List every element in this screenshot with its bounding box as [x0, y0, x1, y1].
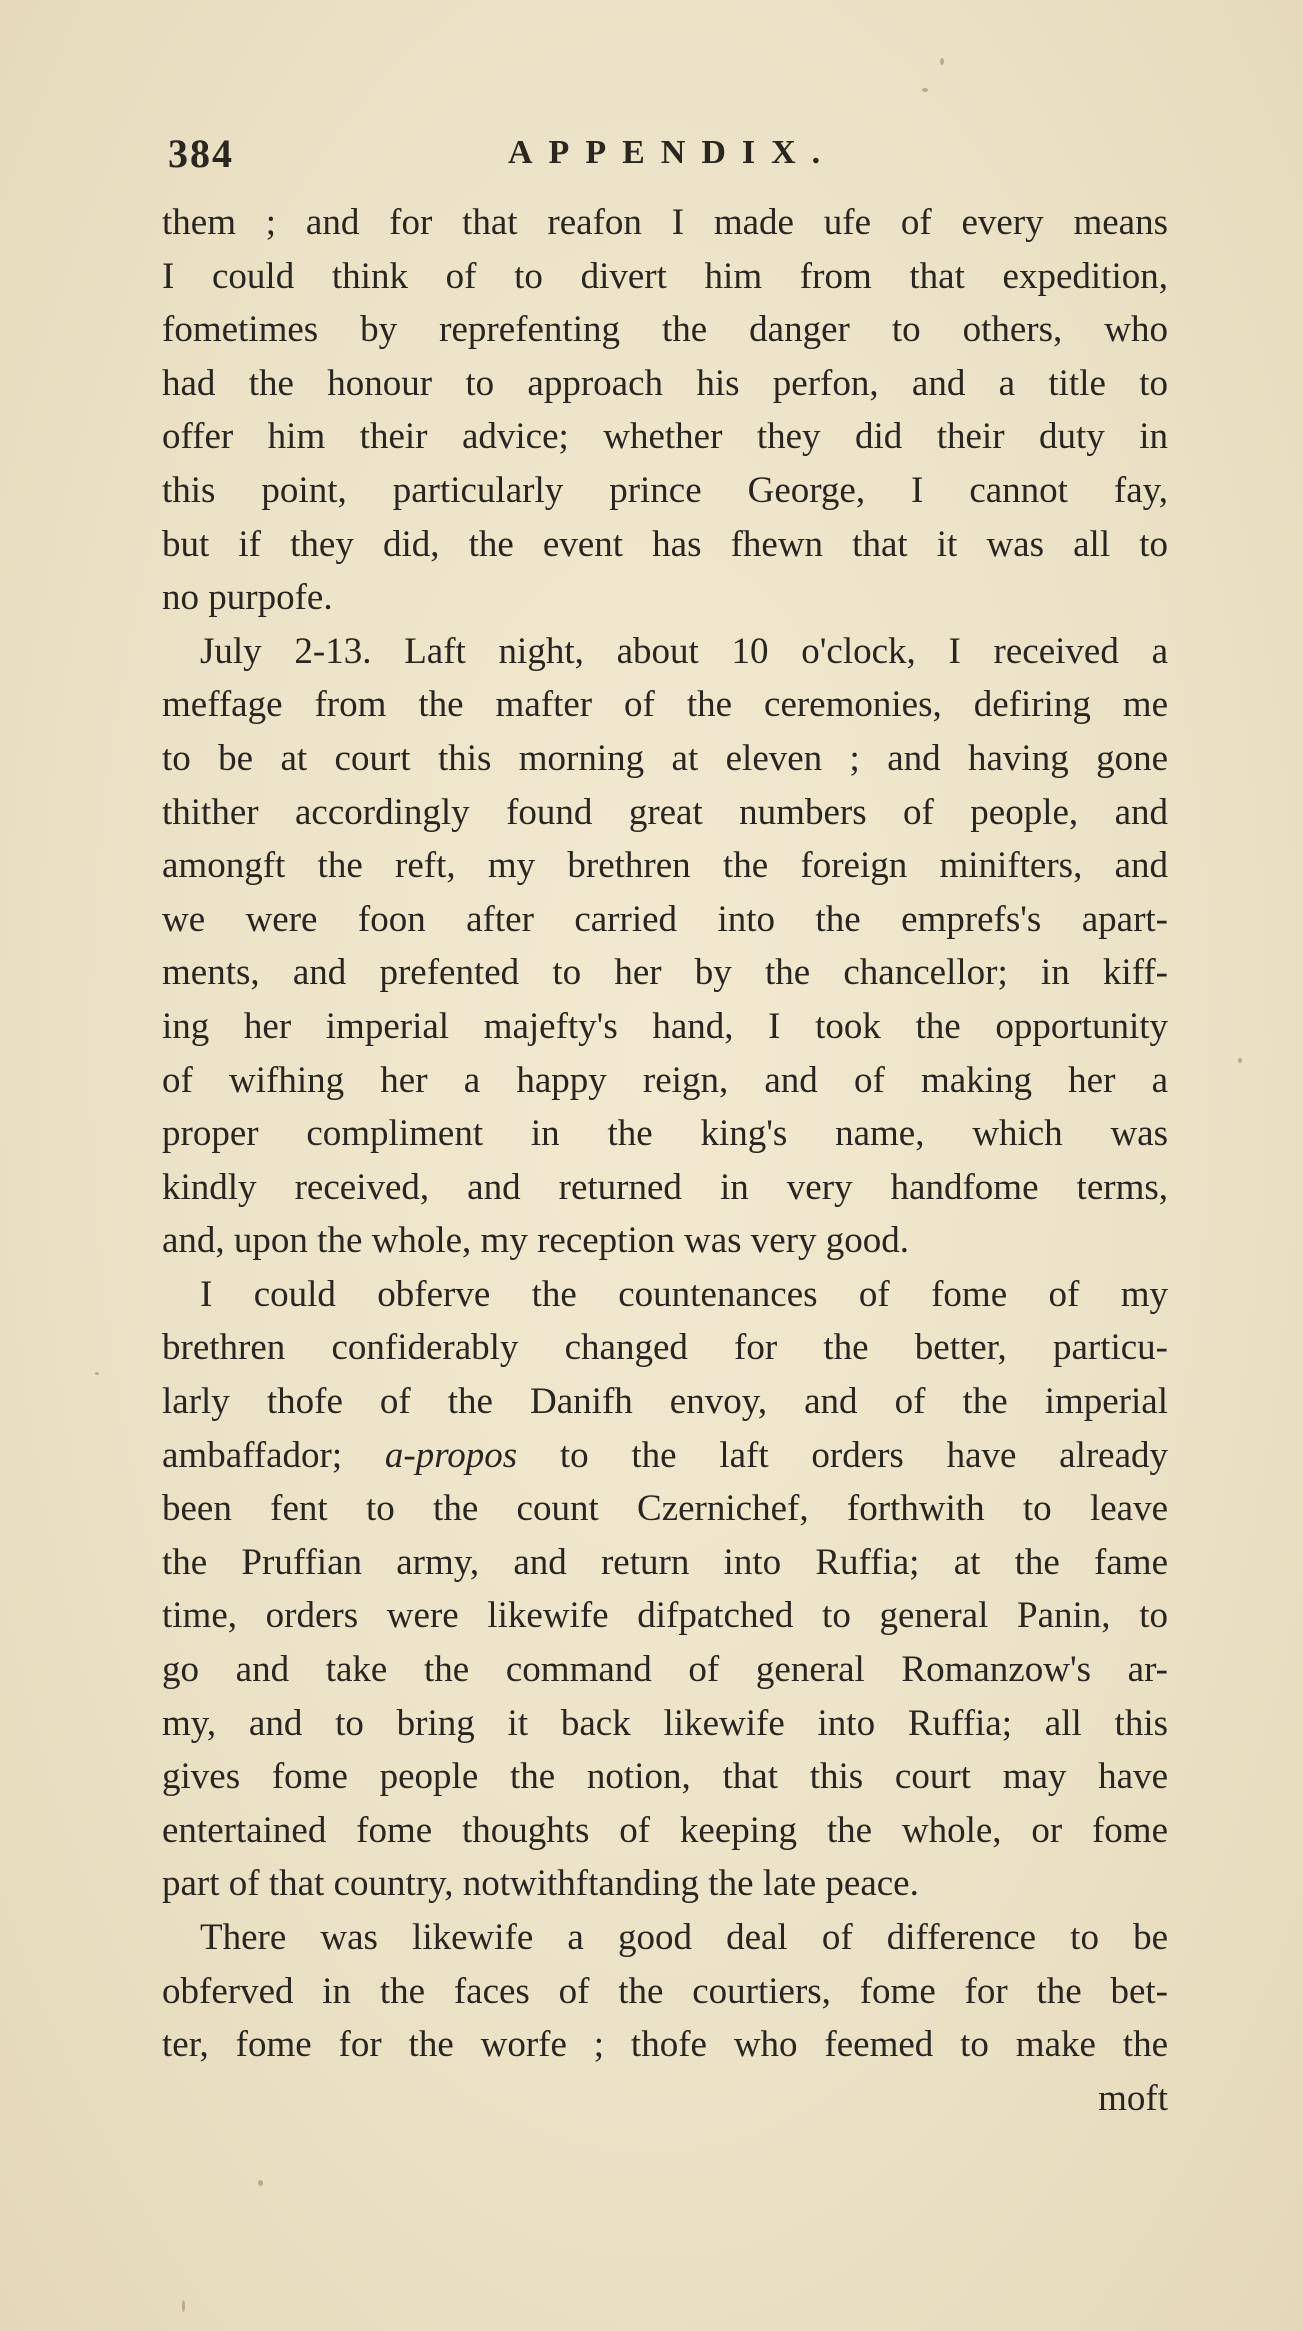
- text-line: I could think of to divert him from that expedition,: [162, 255, 1168, 297]
- text-line: fometimes by reprefenting the danger to others, who: [162, 309, 1168, 351]
- text-line: offer him their advice; whether they did their duty in: [162, 416, 1168, 458]
- body-text: [162, 196, 1168, 2125]
- text-line: this point, particularly prince George, I cannot fay,: [162, 469, 1168, 511]
- catchword: moft: [1098, 2077, 1168, 2119]
- text-line: brethren confiderably changed for the better, particu-: [162, 1327, 1168, 1369]
- text-line: July 2-13. Laft night, about 10 o'clock, I received a: [200, 630, 1168, 672]
- text-line: obferved in the faces of the courtiers, fome for the bet-: [162, 1970, 1168, 2012]
- paragraph-4: [162, 1911, 1168, 2072]
- text-line: proper compliment in the king's name, which was: [162, 1113, 1168, 1155]
- text-line: part of that country, notwithftanding the late peace.: [162, 1863, 919, 1905]
- text-line: the Pruffian army, and return into Ruffia; at the fame: [162, 1541, 1168, 1583]
- italic-phrase: a-propos: [384, 1434, 518, 1476]
- text-line: to be at court this morning at eleven ; and having gone: [162, 737, 1168, 779]
- text-line: them ; and for that reafon I made ufe of every means: [162, 202, 1168, 243]
- text-line: had the honour to approach his perfon, and a title to: [162, 362, 1168, 404]
- text-line: no purpofe.: [162, 577, 333, 619]
- text-line: amongft the reft, my brethren the foreign minifters, and: [162, 845, 1168, 887]
- text-fragment: ambaffador;: [162, 1434, 343, 1476]
- text-line: we were foon after carried into the emprefs's apart-: [162, 898, 1168, 940]
- running-head: APPENDIX.: [508, 134, 837, 171]
- text-line: gives fome people the notion, that this court may have: [162, 1756, 1168, 1798]
- text-line: There was likewife a good deal of difference to be: [200, 1917, 1168, 1958]
- text-line: meffage from the mafter of the ceremonies, defiring me: [162, 684, 1168, 726]
- text-line: and, upon the whole, my reception was very good.: [162, 1220, 910, 1262]
- page-number: 384: [168, 131, 234, 176]
- text-line: ter, fome for the worfe ; thofe who feemed to make the: [162, 2024, 1168, 2066]
- text-line: entertained fome thoughts of keeping the whole, or fome: [162, 1809, 1168, 1851]
- text-line: but if they did, the event has fhewn that it was all to: [162, 523, 1168, 565]
- text-line: ing her imperial majefty's hand, I took the opportunity: [162, 1005, 1168, 1047]
- text-line: thither accordingly found great numbers of people, and: [162, 791, 1168, 833]
- text-line: time, orders were likewife difpatched to general Panin, to: [162, 1595, 1168, 1637]
- text-line: I could obferve the countenances of fome of my: [200, 1273, 1168, 1315]
- paragraph-2: [162, 625, 1168, 1268]
- text-line-mixed: [162, 1429, 1168, 1483]
- text-line: been fent to the count Czernichef, forthwith to leave: [162, 1488, 1168, 1530]
- text-line: larly thofe of the Danifh envoy, and of the imperial: [162, 1381, 1168, 1423]
- text-line: go and take the command of general Romanzow's ar-: [162, 1649, 1168, 1691]
- page-header: [168, 130, 1168, 190]
- text-line: my, and to bring it back likewife into Ruffia; all this: [162, 1702, 1168, 1744]
- text-line: ments, and prefented to her by the chancellor; in kiff-: [162, 952, 1168, 994]
- text-line: of wifhing her a happy reign, and of making her a: [162, 1059, 1168, 1101]
- text-line: kindly received, and returned in very handfome terms,: [162, 1166, 1168, 1208]
- text-fragment: to the laft orders have already: [559, 1434, 1168, 1476]
- paragraph-1: [162, 196, 1168, 625]
- paragraph-3: [162, 1268, 1168, 1911]
